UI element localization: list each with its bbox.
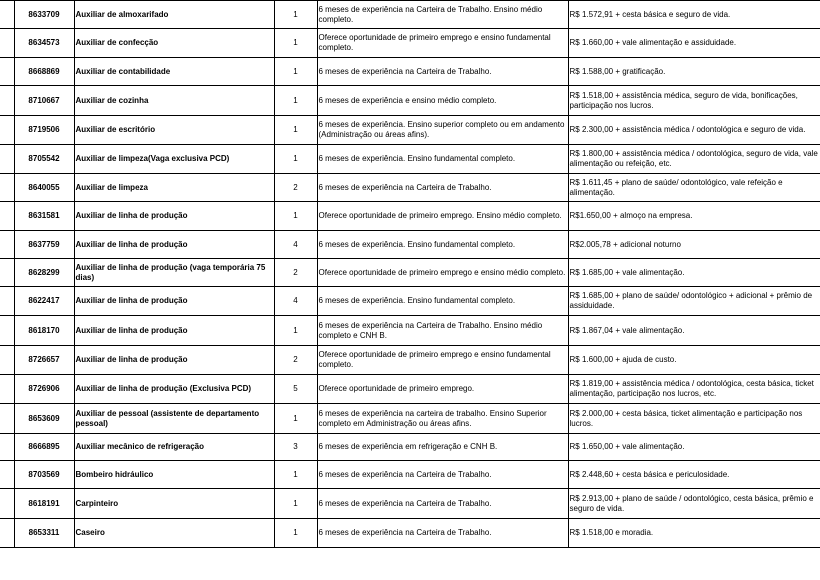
job-code: 8653609 <box>14 404 74 434</box>
job-requirements: 6 meses de experiência e ensino médio completo. <box>317 86 568 116</box>
job-code: 8726657 <box>14 346 74 375</box>
job-requirements: 6 meses de experiência. Ensino fundamental completo. <box>317 231 568 259</box>
table-row <box>0 259 820 287</box>
job-salary-benefits: R$1.650,00 + almoço na empresa. <box>568 202 820 231</box>
row-margin-cell <box>0 29 14 58</box>
job-title: Auxiliar de almoxarifado <box>74 1 274 29</box>
row-margin-cell <box>0 375 14 404</box>
job-vacancies: 5 <box>274 375 317 404</box>
row-margin-cell <box>0 231 14 259</box>
job-salary-benefits: R$ 1.819,00 + assistência médica / odontológica, cesta básica, ticket alimentação, participação nos lucros, etc. <box>568 375 820 404</box>
table-row <box>0 29 820 58</box>
job-code: 8622417 <box>14 287 74 316</box>
job-vacancies: 1 <box>274 519 317 548</box>
job-salary-benefits: R$ 1.685,00 + plano de saúde/ odontológico + adicional + prêmio de assiduidade. <box>568 287 820 316</box>
job-salary-benefits: R$ 1.572,91 + cesta básica e seguro de vida. <box>568 1 820 29</box>
job-code: 8618170 <box>14 316 74 346</box>
table-row <box>0 489 820 519</box>
job-title: Auxiliar de confecção <box>74 29 274 58</box>
table-row <box>0 116 820 145</box>
job-code: 8628299 <box>14 259 74 287</box>
job-salary-benefits: R$2.005,78 + adicional noturno <box>568 231 820 259</box>
job-vacancies: 2 <box>274 346 317 375</box>
job-requirements: 6 meses de experiência na Carteira de Trabalho. <box>317 461 568 489</box>
job-salary-benefits: R$ 1.685,00 + vale alimentação. <box>568 259 820 287</box>
row-margin-cell <box>0 116 14 145</box>
job-requirements: 6 meses de experiência em refrigeração e CNH B. <box>317 434 568 461</box>
job-code: 8726906 <box>14 375 74 404</box>
job-salary-benefits: R$ 1.518,00 e moradia. <box>568 519 820 548</box>
job-salary-benefits: R$ 2.300,00 + assistência médica / odontológica e seguro de vida. <box>568 116 820 145</box>
job-code: 8640055 <box>14 174 74 202</box>
table-row <box>0 231 820 259</box>
job-title: Bombeiro hidráulico <box>74 461 274 489</box>
job-code: 8703569 <box>14 461 74 489</box>
job-salary-benefits: R$ 1.518,00 + assistência médica, seguro de vida, bonificações, participação nos lucros. <box>568 86 820 116</box>
job-salary-benefits: R$ 1.611,45 + plano de saúde/ odontológico, vale refeição e alimentação. <box>568 174 820 202</box>
job-code: 8705542 <box>14 145 74 174</box>
job-requirements: 6 meses de experiência na Carteira de Trabalho. Ensino médio completo e CNH B. <box>317 316 568 346</box>
row-margin-cell <box>0 434 14 461</box>
job-code: 8668869 <box>14 58 74 86</box>
job-vacancies: 1 <box>274 316 317 346</box>
job-requirements: Oferece oportunidade de primeiro emprego. Ensino médio completo. <box>317 202 568 231</box>
table-row <box>0 434 820 461</box>
job-salary-benefits: R$ 1.867,04 + vale alimentação. <box>568 316 820 346</box>
job-title: Auxiliar de linha de produção <box>74 202 274 231</box>
job-vacancies: 2 <box>274 259 317 287</box>
job-vacancies: 1 <box>274 202 317 231</box>
table-row <box>0 404 820 434</box>
job-requirements: 6 meses de experiência. Ensino fundamental completo. <box>317 287 568 316</box>
job-code: 8637759 <box>14 231 74 259</box>
job-code: 8710667 <box>14 86 74 116</box>
row-margin-cell <box>0 404 14 434</box>
job-vacancies: 1 <box>274 29 317 58</box>
job-salary-benefits: R$ 2.448,60 + cesta básica e periculosidade. <box>568 461 820 489</box>
job-requirements: 6 meses de experiência. Ensino fundamental completo. <box>317 145 568 174</box>
job-vacancies: 3 <box>274 434 317 461</box>
job-title: Auxiliar de contabilidade <box>74 58 274 86</box>
table-row <box>0 346 820 375</box>
job-title: Auxiliar de linha de produção (Exclusiva PCD) <box>74 375 274 404</box>
row-margin-cell <box>0 316 14 346</box>
job-salary-benefits: R$ 2.000,00 + cesta básica, ticket alimentação e participação nos lucros. <box>568 404 820 434</box>
job-vacancies: 4 <box>274 231 317 259</box>
job-salary-benefits: R$ 1.800,00 + assistência médica / odontológica, seguro de vida, vale alimentação ou refeição, etc. <box>568 145 820 174</box>
table-row <box>0 1 820 29</box>
job-code: 8653311 <box>14 519 74 548</box>
table-row <box>0 519 820 548</box>
table-row <box>0 375 820 404</box>
table-row <box>0 86 820 116</box>
job-code: 8633709 <box>14 1 74 29</box>
job-code: 8719506 <box>14 116 74 145</box>
job-requirements: Oferece oportunidade de primeiro emprego e ensino fundamental completo. <box>317 346 568 375</box>
job-title: Auxiliar de cozinha <box>74 86 274 116</box>
job-code: 8618191 <box>14 489 74 519</box>
table-row <box>0 287 820 316</box>
job-salary-benefits: R$ 1.650,00 + vale alimentação. <box>568 434 820 461</box>
row-margin-cell <box>0 202 14 231</box>
job-vacancies: 1 <box>274 404 317 434</box>
job-salary-benefits: R$ 1.600,00 + ajuda de custo. <box>568 346 820 375</box>
table-row <box>0 174 820 202</box>
job-vacancies: 2 <box>274 174 317 202</box>
row-margin-cell <box>0 461 14 489</box>
job-salary-benefits: R$ 1.588,00 + gratificação. <box>568 58 820 86</box>
job-vacancies: 1 <box>274 489 317 519</box>
job-requirements: Oferece oportunidade de primeiro emprego e ensino médio completo. <box>317 259 568 287</box>
job-vacancies: 4 <box>274 287 317 316</box>
table-row <box>0 316 820 346</box>
job-vacancies: 1 <box>274 116 317 145</box>
job-vacancies: 1 <box>274 145 317 174</box>
row-margin-cell <box>0 145 14 174</box>
row-margin-cell <box>0 287 14 316</box>
job-requirements: 6 meses de experiência na Carteira de Trabalho. <box>317 58 568 86</box>
job-title: Caseiro <box>74 519 274 548</box>
job-vacancies: 1 <box>274 461 317 489</box>
job-requirements: 6 meses de experiência na Carteira de Trabalho. <box>317 519 568 548</box>
table-row <box>0 202 820 231</box>
job-title: Auxiliar de limpeza(Vaga exclusiva PCD) <box>74 145 274 174</box>
job-title: Auxiliar de linha de produção <box>74 316 274 346</box>
job-title: Auxiliar de limpeza <box>74 174 274 202</box>
job-title: Auxiliar de pessoal (assistente de departamento pessoal) <box>74 404 274 434</box>
row-margin-cell <box>0 259 14 287</box>
table-row <box>0 145 820 174</box>
job-vacancies: 1 <box>274 86 317 116</box>
job-requirements: Oferece oportunidade de primeiro emprego. <box>317 375 568 404</box>
job-title: Auxiliar de linha de produção <box>74 287 274 316</box>
job-title: Auxiliar de escritório <box>74 116 274 145</box>
job-requirements: 6 meses de experiência na Carteira de Trabalho. <box>317 489 568 519</box>
job-code: 8666895 <box>14 434 74 461</box>
job-title: Auxiliar de linha de produção <box>74 346 274 375</box>
job-code: 8631581 <box>14 202 74 231</box>
job-code: 8634573 <box>14 29 74 58</box>
row-margin-cell <box>0 58 14 86</box>
job-title: Auxiliar de linha de produção <box>74 231 274 259</box>
job-vacancies: 1 <box>274 58 317 86</box>
table-row <box>0 58 820 86</box>
row-margin-cell <box>0 174 14 202</box>
job-title: Auxiliar mecânico de refrigeração <box>74 434 274 461</box>
job-title: Auxiliar de linha de produção (vaga temporária 75 dias) <box>74 259 274 287</box>
row-margin-cell <box>0 1 14 29</box>
job-title: Carpinteiro <box>74 489 274 519</box>
table-row <box>0 461 820 489</box>
row-margin-cell <box>0 346 14 375</box>
job-requirements: 6 meses de experiência na Carteira de Trabalho. Ensino médio completo. <box>317 1 568 29</box>
job-vacancies: 1 <box>274 1 317 29</box>
job-requirements: Oferece oportunidade de primeiro emprego e ensino fundamental completo. <box>317 29 568 58</box>
row-margin-cell <box>0 519 14 548</box>
row-margin-cell <box>0 489 14 519</box>
job-requirements: 6 meses de experiência na carteira de trabalho. Ensino Superior completo em Administração ou áreas afins. <box>317 404 568 434</box>
job-salary-benefits: R$ 2.913,00 + plano de saúde / odontológico, cesta básica, prêmio e seguro de vida. <box>568 489 820 519</box>
job-requirements: 6 meses de experiência na Carteira de Trabalho. <box>317 174 568 202</box>
row-margin-cell <box>0 86 14 116</box>
job-requirements: 6 meses de experiência. Ensino superior completo ou em andamento (Administração ou áreas afins). <box>317 116 568 145</box>
job-salary-benefits: R$ 1.660,00 + vale alimentação e assiduidade. <box>568 29 820 58</box>
